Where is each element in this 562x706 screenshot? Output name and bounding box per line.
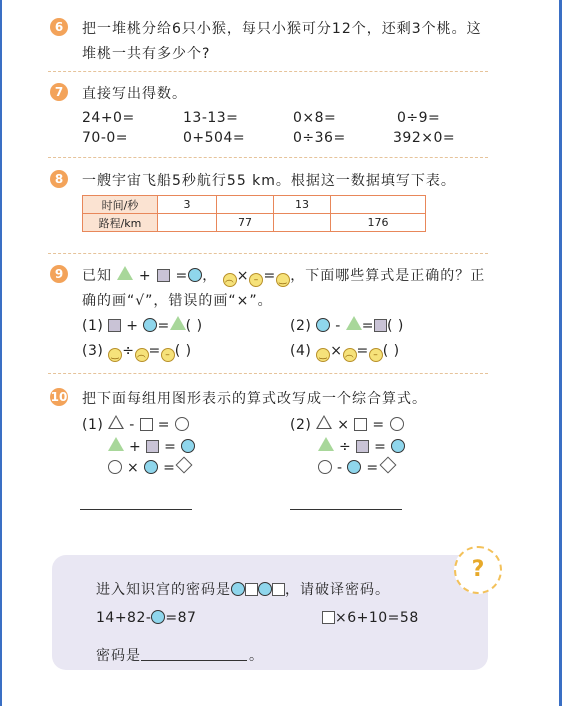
q8-title: 一艘宇宙飞船5秒航行55 km。根据这一数据填写下表。 [82,173,456,189]
happy-face-icon: ‿ [108,348,122,362]
item-label: (2) [290,417,312,433]
table-cell[interactable] [217,196,274,214]
neutral-face-icon: – [161,348,175,362]
item-label: (2) [290,318,312,334]
q10-group-1-row3: × = [108,459,193,476]
answer-paren[interactable]: ( ) [185,318,203,334]
q9-item-2: (2) - = ( ) [290,318,404,334]
question-number-9: 9 [50,265,68,283]
sad-face-icon: ︵ [224,275,235,285]
question-number-8: 8 [50,170,68,188]
blue-circle-icon [181,439,195,453]
answer-line-2[interactable] [290,509,402,510]
circle-icon [175,417,189,431]
password-answer-line[interactable] [141,660,247,661]
diamond-icon [379,457,396,474]
table-cell[interactable] [274,214,331,232]
square-icon [322,611,335,624]
puzzle-text: 进入知识宫的密码是 [96,582,231,598]
q9-text: 已知 [82,268,112,284]
gray-square-icon [374,319,387,332]
green-triangle-icon [108,437,124,451]
gray-square-icon [157,269,170,282]
answer-paren[interactable]: ( ) [174,343,192,359]
equation-text: ×6+10=58 [335,610,419,626]
square-icon [272,583,285,596]
gray-square-icon [108,319,121,332]
q6-text-line1: 把一堆桃分给6只小猴，每只小猴可分12个，还剩3个桃。这 [82,21,482,37]
puzzle-eq1 [96,610,196,626]
q9-text: ，下面哪些算式是正确的？正 [290,268,486,284]
q6-text-line2: 堆桃一共有多少个? [82,46,211,62]
square-icon [354,418,367,431]
blue-circle-icon [188,268,202,282]
table-cell[interactable] [158,214,217,232]
item-label: (1) [82,417,104,433]
blue-circle-icon [391,439,405,453]
lightbulb-question-icon: ? [454,546,502,594]
blue-circle-icon [144,460,158,474]
gray-square-icon [146,440,159,453]
q10-group-2-row3: - = [318,459,397,476]
question-number-6: 6 [50,18,68,36]
answer-line-1[interactable] [80,509,192,510]
diamond-icon [176,457,193,474]
puzzle-line1 [96,579,390,599]
q10-title: 把下面每组用图形表示的算式改写成一个综合算式。 [82,391,427,407]
blue-circle-icon [258,582,272,596]
distance-table [82,195,426,232]
q7-eq: 0÷9= [397,110,441,126]
table-header-cell: 时间/秒 [83,196,158,214]
divider [48,157,488,158]
q7-eq: 392×0= [393,130,456,146]
triangle-icon [316,415,332,429]
question-number-7: 7 [50,83,68,101]
happy-face-icon: ‿ [276,273,290,287]
question-number-10: 10 [50,390,68,404]
q9-item-1: (1) + = ( ) [82,318,203,334]
puzzle-answer-label: 密码是 [96,648,141,664]
blue-circle-icon [316,318,330,332]
green-triangle-icon [318,437,334,451]
q7-eq: 0×8= [293,110,337,126]
item-label: (3) [82,343,104,359]
q10-group-2-row2: ÷ = [318,437,405,455]
equation-text: =87 [165,610,197,626]
triangle-icon [108,415,124,429]
square-icon [140,418,153,431]
circle-icon [318,460,332,474]
table-cell[interactable]: 77 [217,214,274,232]
q10-group-1-row2: + = [108,437,195,455]
sad-face-icon: ︵ [135,348,149,362]
puzzle-eq2 [322,610,419,626]
table-cell[interactable]: 176 [331,214,426,232]
left-border [0,0,2,706]
table-header-cell: 路程/km [83,214,158,232]
puzzle-text: ，请破译密码。 [285,582,390,598]
green-triangle-icon [117,266,133,280]
sad-face-icon: ︵ [343,348,357,362]
q9-line2: 确的画“√”，错误的画“×”。 [82,293,273,309]
q7-eq: 24+0= [82,110,135,126]
table-row [83,196,426,214]
divider [48,373,488,374]
q10-group-2-row1: (2) × = [290,415,404,433]
table-cell[interactable]: 13 [274,196,331,214]
q9-line1: 已知 + = ， ︵ × – = ‿ ，下面哪些算式是正确的？正 [82,268,486,285]
blue-circle-icon [347,460,361,474]
answer-paren[interactable]: ( ) [386,318,404,334]
q7-eq: 0÷36= [293,130,346,146]
green-triangle-icon [346,316,362,330]
q7-eq: 70-0= [82,130,129,146]
q10-group-1-row1: (1) - = [82,415,189,433]
blue-circle-icon [143,318,157,332]
q9-item-3: (3) ‿ ÷ ︵ = – ( ) [82,343,192,360]
table-row [83,214,426,232]
item-label: (4) [290,343,312,359]
neutral-face-icon: – [249,273,263,287]
gray-square-icon [356,440,369,453]
table-cell[interactable]: 3 [158,196,217,214]
equation-text: 14+82- [96,610,152,626]
q9-item-4: (4) ‿ × ︵ = – ( ) [290,343,400,360]
divider [48,253,488,254]
blue-circle-icon [151,610,165,624]
divider [48,71,488,72]
happy-face-icon: ‿ [316,348,330,362]
item-label: (1) [82,318,104,334]
square-icon [245,583,258,596]
q7-eq: 13-13= [183,110,239,126]
q7-eq: 0+504= [183,130,246,146]
q7-title: 直接写出得数。 [82,86,187,102]
puzzle-answer-end: 。 [249,648,264,664]
answer-paren[interactable]: ( ) [382,343,400,359]
green-triangle-icon [170,316,186,330]
circle-icon [108,460,122,474]
table-cell[interactable] [331,196,426,214]
neutral-face-icon: – [369,348,383,362]
circle-icon [390,417,404,431]
blue-circle-icon [231,582,245,596]
